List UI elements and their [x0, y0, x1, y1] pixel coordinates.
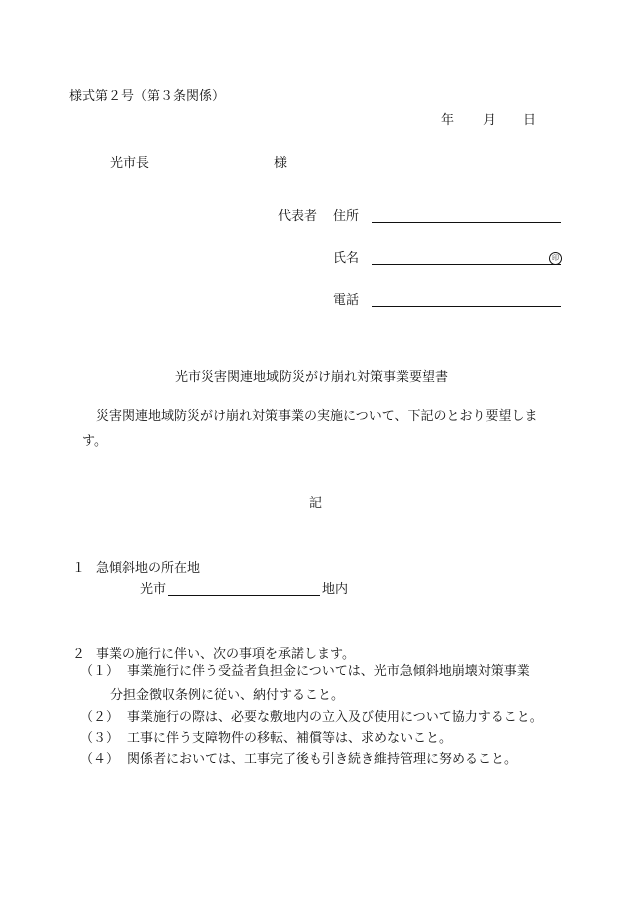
item-1-text: 事業施行に伴う受益者負担金については、光市急傾斜地崩壊対策事業 [127, 664, 530, 679]
item-1-continuation: 分担金徴収条例に従い、納付すること。 [110, 688, 345, 703]
address-label: 住所 [333, 209, 360, 224]
section1-heading: 急傾斜地の所在地 [96, 561, 201, 576]
item-4-text: 関係者においては、工事完了後も引き続き維持管理に努めること。 [127, 752, 518, 767]
item-2-number: （２） [80, 710, 120, 725]
section1-number: １ [72, 561, 86, 576]
intro-line-1: 災害関連地域防災がけ崩れ対策事業の実施について、下記のとおり要望しま [96, 409, 538, 424]
section2-heading: 事業の施行に伴い、次の事項を承諾します。 [96, 647, 355, 662]
address-field[interactable] [372, 222, 561, 223]
date-day-label: 日 [523, 113, 537, 128]
form-id: 様式第２号（第３条関係） [69, 89, 226, 104]
item-4-number: （４） [80, 752, 120, 767]
phone-field[interactable] [372, 306, 561, 307]
item-1-number: （１） [80, 664, 120, 679]
item-3-number: （３） [80, 731, 120, 746]
item-3-text: 工事に伴う支障物件の移転、補償等は、求めないこと。 [127, 731, 453, 746]
section1-suffix: 地内 [322, 582, 349, 597]
seal-mark: 印 [549, 252, 562, 265]
addressee-honorific: 様 [274, 156, 288, 171]
ki-heading: 記 [309, 496, 323, 511]
intro-line-2: す。 [82, 434, 107, 449]
location-field[interactable] [168, 595, 320, 596]
section1-city: 光市 [140, 582, 167, 597]
section2-number: ２ [72, 647, 86, 662]
name-field[interactable] [372, 264, 561, 265]
name-label: 氏名 [333, 251, 360, 266]
date-month-label: 月 [483, 113, 497, 128]
item-2-text: 事業施行の際は、必要な敷地内の立入及び使用について協力すること。 [127, 710, 543, 725]
applicant-role: 代表者 [278, 209, 318, 224]
date-year-label: 年 [441, 113, 455, 128]
document-title: 光市災害関連地域防災がけ崩れ対策事業要望書 [175, 370, 449, 385]
addressee-name: 光市長 [110, 156, 150, 171]
phone-label: 電話 [333, 293, 360, 308]
